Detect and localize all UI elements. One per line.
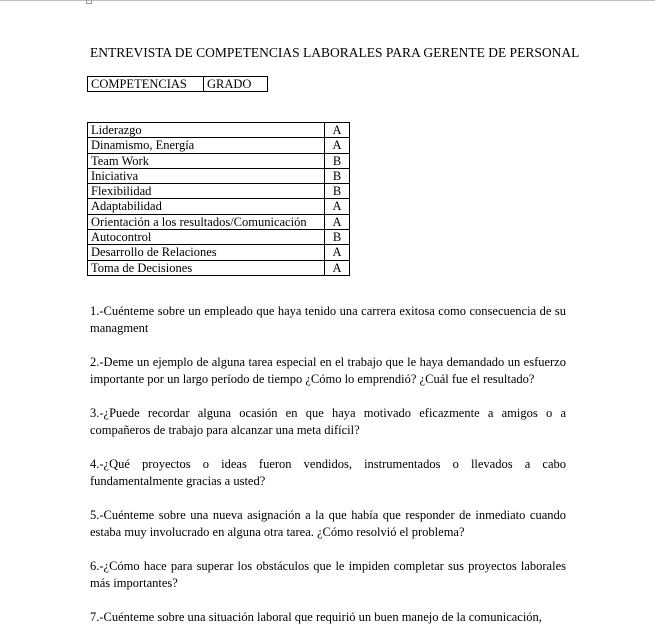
table-row	[88, 184, 350, 199]
table-row	[88, 230, 350, 245]
question-2: 2.-Deme un ejemplo de alguna tarea especial en el trabajo que le haya demandado un esfuerzo importante por un largo período de tiempo ¿Cómo lo emprendió? ¿Cuál fue el resultado?	[90, 355, 566, 386]
competency-grade: B	[325, 230, 350, 245]
question-7: 7.-Cuénteme sobre una situación laboral que requirió un buen manejo de la comunicación,	[90, 610, 542, 624]
competency-name: Flexibilidad	[88, 184, 325, 199]
table-row	[88, 199, 350, 214]
competency-grade: B	[325, 153, 350, 168]
table-row	[88, 123, 350, 138]
question-3: 3.-¿Puede recordar alguna ocasión en que haya motivado eficazmente a amigos o a compañeros de trabajo para alcanzar una meta difícil?	[90, 406, 566, 437]
competency-grade: A	[325, 138, 350, 153]
question-4: 4.-¿Qué proyectos o ideas fueron vendidos, instrumentados o llevados a cabo fundamentalmente gracias a usted?	[90, 457, 566, 488]
header-grado: GRADO	[204, 77, 268, 92]
competency-name: Orientación a los resultados/Comunicación	[88, 214, 325, 229]
competency-grade: A	[325, 260, 350, 275]
competency-grade: B	[325, 168, 350, 183]
questions-list	[90, 303, 566, 643]
competency-name: Liderazgo	[88, 123, 325, 138]
competency-grade: A	[325, 199, 350, 214]
question-5: 5.-Cuénteme sobre una nueva asignación a la que había que responder de inmediato cuando estaba muy involucrado en alguna otra tarea. ¿Cómo resolvió el problema?	[90, 508, 566, 539]
table-row	[88, 153, 350, 168]
competency-name: Team Work	[88, 153, 325, 168]
competency-name: Toma de Decisiones	[88, 260, 325, 275]
table-row	[88, 168, 350, 183]
competency-name: Autocontrol	[88, 230, 325, 245]
document-title: ENTREVISTA DE COMPETENCIAS LABORALES PARA GERENTE DE PERSONAL	[90, 45, 580, 60]
question-1: 1.-Cuénteme sobre un empleado que haya tenido una carrera exitosa como consecuencia de su managment	[90, 304, 566, 335]
header-row	[88, 77, 268, 92]
competency-grade: B	[325, 184, 350, 199]
competency-grade: A	[325, 214, 350, 229]
page-top-edge	[0, 0, 655, 4]
competency-name: Adaptabilidad	[88, 199, 325, 214]
table-row	[88, 214, 350, 229]
question-6: 6.-¿Cómo hace para superar los obstáculos que le impiden completar sus proyectos laborales más importantes?	[90, 559, 566, 590]
table-row	[88, 245, 350, 260]
table-row	[88, 138, 350, 153]
header-table	[87, 76, 268, 92]
competency-name: Iniciativa	[88, 168, 325, 183]
competency-grade: A	[325, 245, 350, 260]
margin-corner-mark	[86, 0, 92, 4]
competency-name: Dinamismo, Energía	[88, 138, 325, 153]
competencies-table	[87, 122, 350, 276]
header-competencias: COMPETENCIAS	[88, 77, 204, 92]
competency-name: Desarrollo de Relaciones	[88, 245, 325, 260]
competency-grade: A	[325, 123, 350, 138]
table-row	[88, 260, 350, 275]
